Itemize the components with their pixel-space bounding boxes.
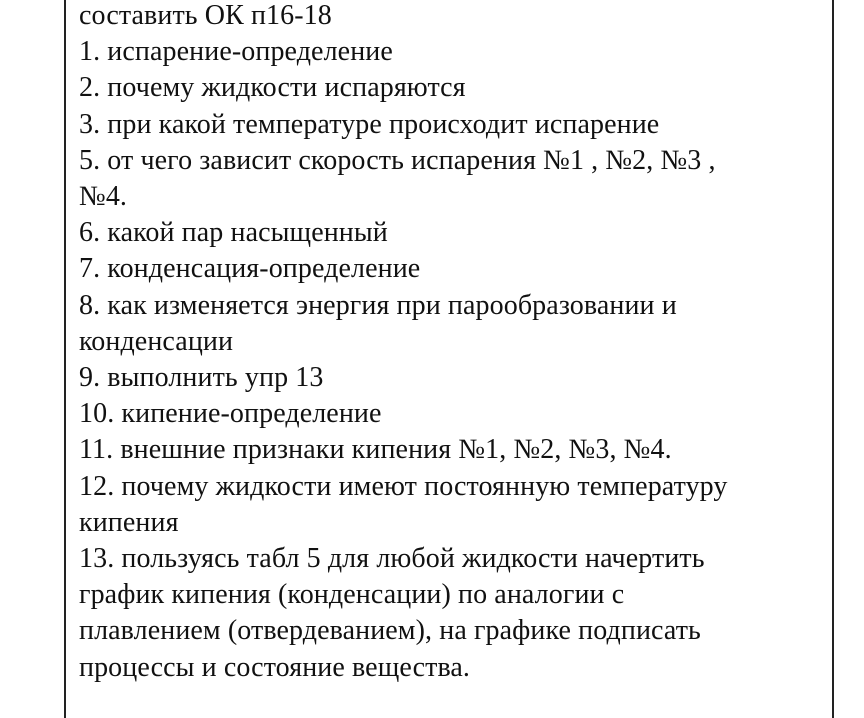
list-item-line: процессы и состояние вещества. [79, 651, 471, 683]
list-item-line: 2. почему жидкости испаряются [79, 72, 466, 104]
list-item-line: 12. почему жидкости имеют постоянную температуру [79, 470, 728, 502]
list-item-line: 5. от чего зависит скорость испарения №1 , №2, №3 , [79, 144, 716, 176]
list-item-line: кипения [79, 506, 179, 538]
list-item-line: 8. как изменяется энергия при парообразовании и [79, 289, 677, 321]
list-item-line: 11. внешние признаки кипения №1, №2, №3, №4. [79, 434, 672, 466]
list-item-line: график кипения (конденсации) по аналогии с [79, 579, 625, 611]
list-item [79, 143, 819, 215]
list-item-line: плавлением (отвердеванием), на графике подписать [79, 615, 701, 647]
list-item-line: 6. какой пар насыщенный [79, 217, 388, 249]
list-item [79, 251, 819, 287]
list-item-line: конденсации [79, 325, 234, 357]
list-item [79, 215, 819, 251]
document-heading: составить ОК п16-18 [79, 0, 332, 31]
list-item [79, 360, 819, 396]
list-item [79, 288, 819, 360]
list-item-line: 9. выполнить упр 13 [79, 362, 324, 394]
list-item [79, 70, 819, 106]
list-item [79, 432, 819, 468]
list-item-line: 13. пользуясь табл 5 для любой жидкости начертить [79, 543, 705, 575]
list-item [79, 469, 819, 541]
list-item [79, 396, 819, 432]
list-item-line: 1. испарение-определение [79, 36, 393, 68]
document-body [79, 0, 819, 686]
list-item-line: 3. при какой температуре происходит испарение [79, 108, 660, 140]
list-item [79, 107, 819, 143]
list-item-line: 7. конденсация-определение [79, 253, 421, 285]
list-item-line: 10. кипение-определение [79, 398, 382, 430]
list-item-line: №4. [79, 181, 128, 213]
list-item [79, 34, 819, 70]
list-item [79, 541, 819, 686]
